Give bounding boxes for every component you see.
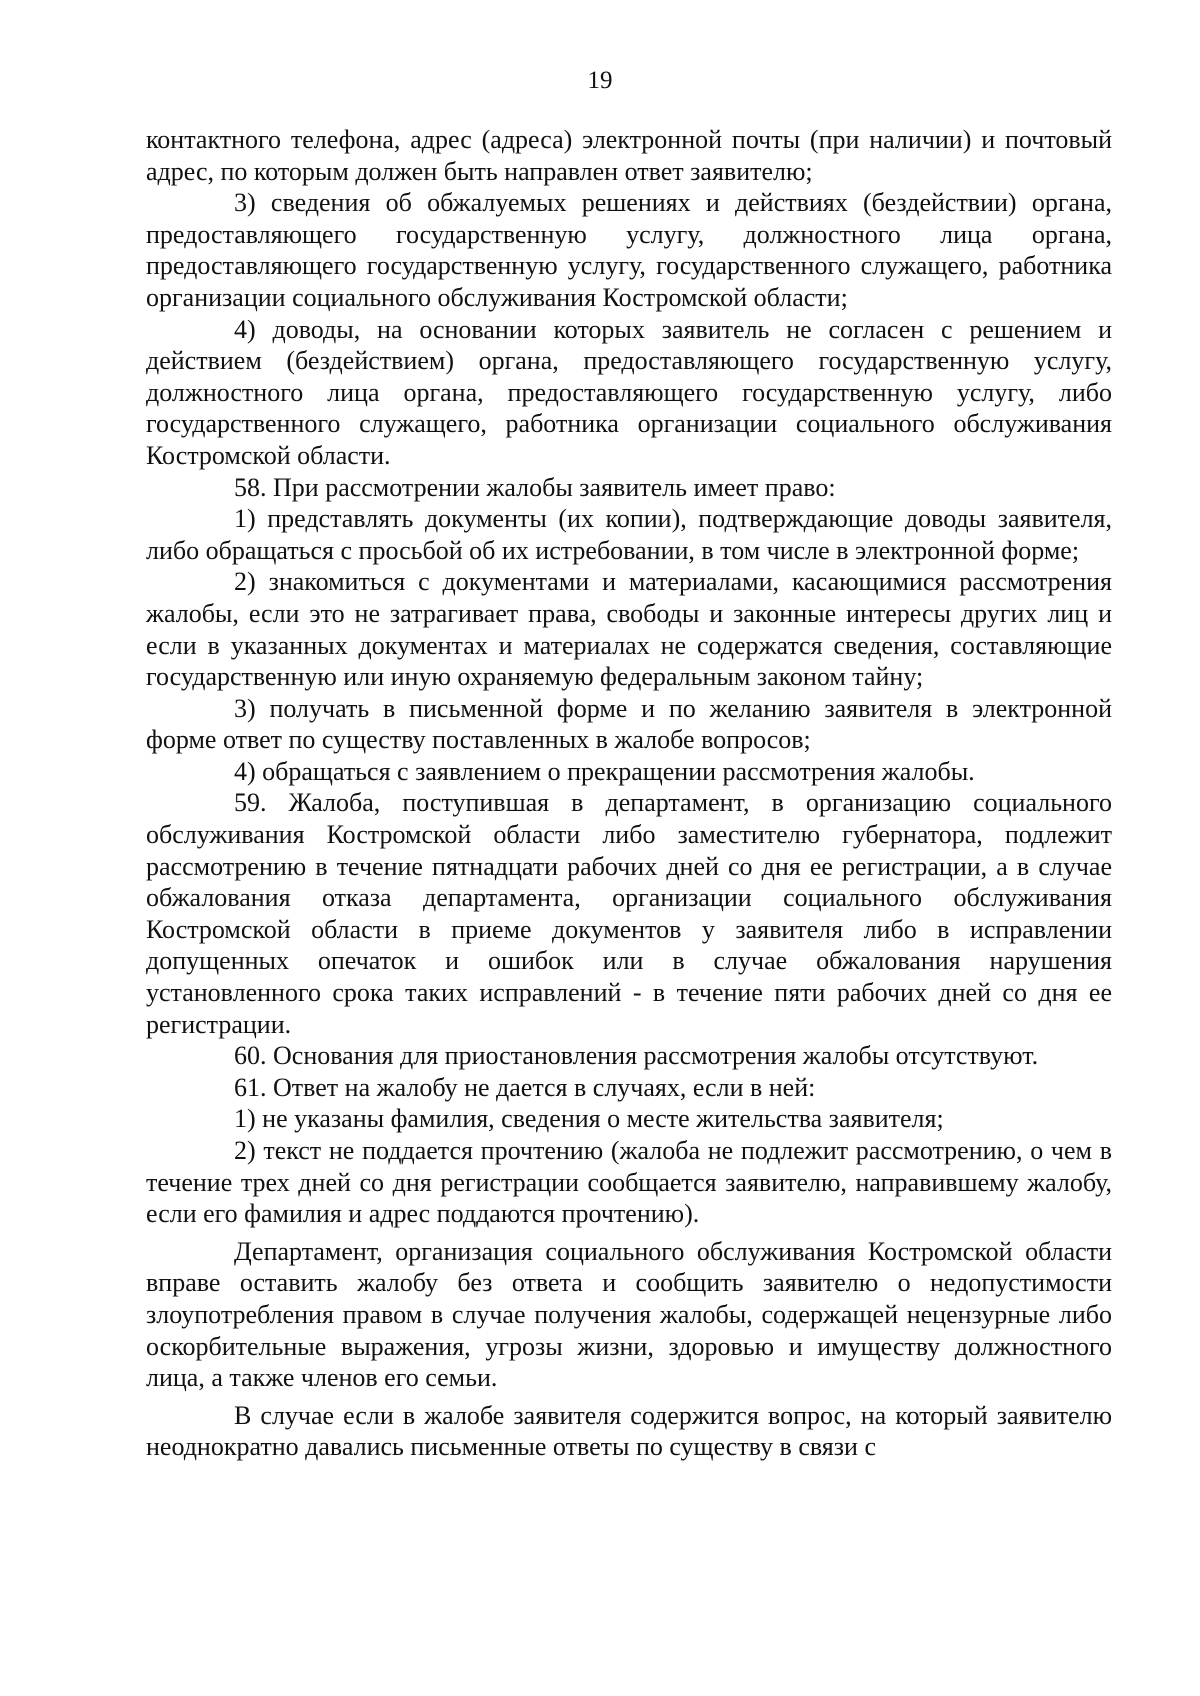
paragraph-61-no-answer-cases: 61. Ответ на жалобу не дается в случаях, если в ней:	[234, 1072, 816, 1102]
paragraph-contact-continuation: контактного телефона, адрес (адреса) электронной почты (при наличии) и почтовый адрес, по которым должен быть направлен ответ заявителю;	[146, 125, 1112, 186]
document-body	[146, 124, 1112, 1463]
paragraph-59-review-terms: 59. Жалоба, поступившая в департамент, в организацию социального обслуживания Костромской области либо заместителю губернатора, подлежит рассмотрению в течение пятнадцати рабочих дней со дня ее регистрации, а в случае обжалования отказа департамента, организации социального обслуживания Костромской области в приеме документов у заявителя либо в исправлении допущенных опечаток и ошибок или в случае обжалования нарушения установленного срока таких исправлений - в течение пяти рабочих дней со дня ее регистрации.	[146, 788, 1112, 1039]
paragraph-58-item-3: 3) получать в письменной форме и по желанию заявителя в электронной форме ответ по существу поставленных в жалобе вопросов;	[146, 693, 1112, 755]
paragraph-item-3-appealed-decisions: 3) сведения об обжалуемых решениях и действиях (бездействии) органа, предоставляющего государственную услугу, должностного лица органа, предоставляющего государственную услугу, государственного служащего, работника организации социального обслуживания Костромской области;	[146, 188, 1112, 312]
paragraph-58-item-4: 4) обращаться с заявлением о прекращении рассмотрения жалобы.	[234, 756, 975, 786]
paragraph-58-item-1: 1) представлять документы (их копии), подтверждающие доводы заявителя, либо обращаться с просьбой об их истребовании, в том числе в электронной форме;	[146, 504, 1112, 565]
paragraph-61-item-1: 1) не указаны фамилия, сведения о месте жительства заявителя;	[234, 1104, 944, 1134]
paragraph-58-rights: 58. При рассмотрении жалобы заявитель имеет право:	[234, 472, 836, 502]
paragraph-department-right: Департамент, организация социального обслуживания Костромской области вправе оставить жалобу без ответа и сообщить заявителю о недопустимости злоупотребления правом в случае получения жалобы, содержащей нецензурные либо оскорбительные выражения, угрозы жизни, здоровью и имуществу должностного лица, а также членов его семьи.	[146, 1236, 1112, 1393]
paragraph-61-item-2: 2) текст не поддается прочтению (жалоба не подлежит рассмотрению, о чем в течение трех дней со дня регистрации сообщается заявителю, направившему жалобу, если его фамилия и адрес поддаются прочтению).	[146, 1136, 1112, 1229]
paragraph-repeated-question: В случае если в жалобе заявителя содержится вопрос, на который заявителю неоднократно давались письменные ответы по существу в связи с	[146, 1400, 1112, 1462]
paragraph-60-suspension: 60. Основания для приостановления рассмотрения жалобы отсутствуют.	[234, 1041, 1039, 1071]
paragraph-item-4-arguments: 4) доводы, на основании которых заявитель не согласен с решением и действием (бездействием) органа, предоставляющего государственную услугу, должностного лица органа, предоставляющего государственную услугу, либо государственного служащего, работника организации социального обслуживания Костромской области.	[146, 314, 1112, 470]
paragraph-58-item-2: 2) знакомиться с документами и материалами, касающимися рассмотрения жалобы, если это не затрагивает права, свободы и законные интересы других лиц и если в указанных документах и материалах не содержатся сведения, составляющие государственную или иную охраняемую федеральным законом тайну;	[146, 567, 1112, 692]
page-number: 19	[587, 67, 613, 94]
